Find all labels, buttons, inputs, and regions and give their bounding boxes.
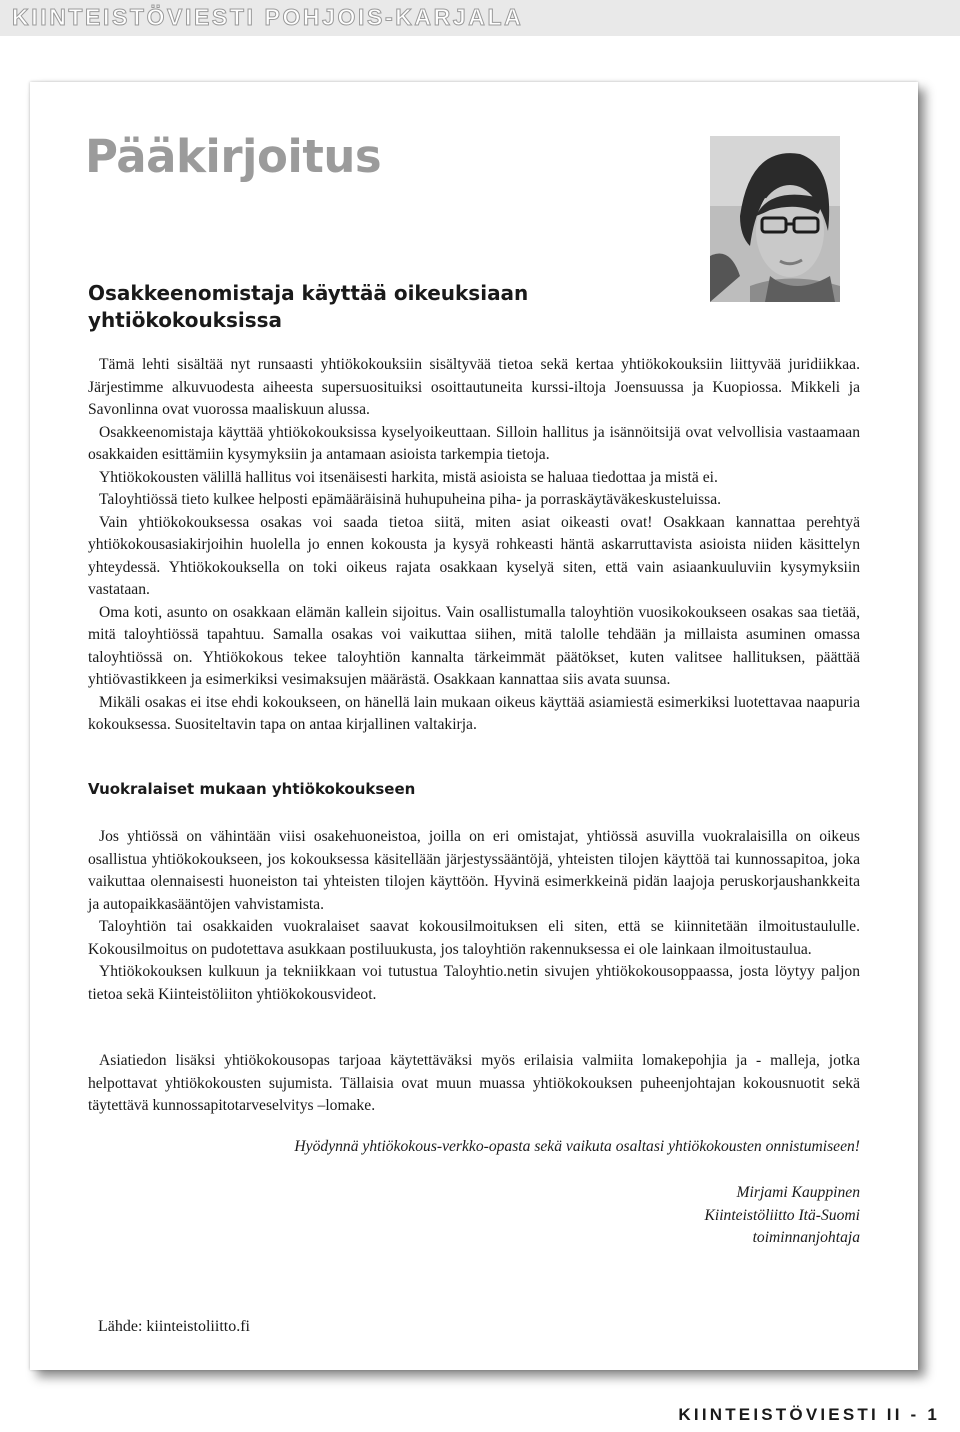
signature-role: toiminnanjohtaja: [752, 1229, 860, 1246]
paragraph: Yhtiökokouksen kulkuun ja tekniikkaan voi tutustua Taloyhtio.netin sivujen yhtiökokousoppaassa, josta löytyy paljon tietoa sekä Kiinteistöliiton yhtiökokousvideot.: [88, 963, 860, 1003]
paragraph: Mikäli osakas ei itse ehdi kokoukseen, on hänellä lain mukaan oikeus käyttää asiamiestä esimerkiksi luotettavaa naapuria kokouksessa. Suositeltavin tapa on antaa kirjallinen valtakirja.: [88, 693, 860, 733]
author-portrait-image: [710, 136, 840, 302]
paragraph: Vain yhtiökokouksessa osakas voi saada tietoa siitä, miten asiat oikeasti ovat! Osakkaan kannattaa perehtyä yhtiökokousasiakirjoihin huolella jo ennen kokousta ja kysyä rohkeasti häntä askarruttavista asioista niiden käsittelyn yhteydessä. Yhtiökokouksella on toki oikeus rajata osakkaan kyselyä siten, että vain asiaankuuluviin kysymyksiin vastataan.: [88, 513, 860, 598]
author-photo: [710, 136, 840, 302]
signature-organization: Kiinteistöliitto Itä-Suomi: [704, 1206, 860, 1224]
section-text: [88, 826, 860, 1006]
source-note: Lähde: kiinteistoliitto.fi: [98, 1318, 250, 1335]
page-footer: KIINTEISTÖVIESTI II - 1: [678, 1405, 940, 1424]
paragraph: Oma koti, asunto on osakkaan elämän kallein sijoitus. Vain osallistumalla taloyhtiön vuosikokoukseen osakas saa tietää, mitä taloyhtiössä tapahtuu. Samalla osakas voi vaikuttaa siihen, mitä talolle tehdään ja millaista asuminen omassa taloyhtiössä on. Yhtiökokous tekee taloyhtiön kannalta tärkeimmät päätökset, kuten valitsee hallituksen, päättää yhtiövastikkeen ja esimerkiksi vesimaksujen määrästä. Osakkaan kannattaa siis avata suunsa.: [88, 603, 860, 688]
paragraph: Yhtiökokousten välillä hallitus voi itsenäisesti harkita, mistä asioista se haluaa tiedottaa ja mistä ei.: [99, 468, 718, 486]
paragraph: Taloyhtiössä tieto kulkee helposti epämääräisinä huhupuheina piha- ja porraskäytäväkeskusteluissa.: [99, 491, 722, 508]
article-page: [30, 82, 918, 1370]
intro-text: [88, 354, 860, 737]
paragraph: Tämä lehti sisältää nyt runsaasti yhtiökokouksiin sisältyvää tietoa sekä kertaa yhtiökokouksiin liittyvää juridiikkaa. Järjestimme alkuvuodesta aiheesta supersuosituiksi osoittautuneita kurssi-iltoja Joensuussa ja Kuopiossa. Mikkeli ja Savonlinna ovat vuorossa maaliskuun alussa.: [88, 356, 860, 418]
closing-remark: Hyödynnä yhtiökokous-verkko-opasta sekä vaikuta osaltasi yhtiökokousten onnistumiseen!: [294, 1138, 860, 1155]
article-subheading: Osakkeenomistaja käyttää oikeuksiaan yhtiökokouksissa: [88, 281, 529, 332]
extra-text: [88, 1050, 860, 1118]
paragraph: Osakkeenomistaja käyttää yhtiökokouksissa kyselyoikeuttaan. Silloin hallitus ja isännöitsijä ovat velvollisia vastaamaan osakkaiden esittämiin kysymyksiin ja antamaan asioista tarkempia tietoja.: [88, 423, 860, 463]
section-title: Vuokralaiset mukaan yhtiökokoukseen: [88, 780, 416, 798]
signature-name: Mirjami Kauppinen: [736, 1184, 860, 1201]
page-title: Pääkirjoitus: [85, 130, 382, 183]
signature-block: [460, 1182, 860, 1250]
top-banner: [0, 0, 960, 36]
paragraph: Asiatiedon lisäksi yhtiökokousopas tarjoaa käytettäväksi myös erilaisia valmiita lomakepohjia ja - malleja, jotka helpottavat yhtiökokousten sujumista. Tällaisia ovat muun muassa yhtiökokouksen puheenjohtajan kokousnuotit sekä täytettävä kunnossapitotarveselvitys –lomake.: [88, 1052, 860, 1114]
banner-title: KIINTEISTÖVIESTI POHJOIS-KARJALA: [12, 4, 524, 30]
paragraph: Jos yhtiössä on vähintään viisi osakehuoneistoa, joilla on eri omistajat, yhtiössä asuvilla vuokralaisilla on oikeus osallistua yhtiökokoukseen, jos kokouksessa käsitellään järjestyssääntöjä, yhteisten tilojen käyttöä tai kunnossapitoa, joka vaikuttaa olennaisesti huoneiston tai yhteisten tilojen käyttöön. Hyvinä esimerkkeinä pidän laajoja peruskorjaushankkeita ja autopaikkasääntöjen vahvistamista.: [88, 828, 860, 913]
paragraph: Taloyhtiön tai osakkaiden vuokralaiset saavat kokousilmoituksen eli siten, että se kiinnitetään ilmoitustaululle. Kokousilmoitus on pudotettava asukkaan postiluukusta, jos taloyhtiön rakennuksessa ei ole lainkaan ilmoitustaulua.: [88, 918, 860, 958]
